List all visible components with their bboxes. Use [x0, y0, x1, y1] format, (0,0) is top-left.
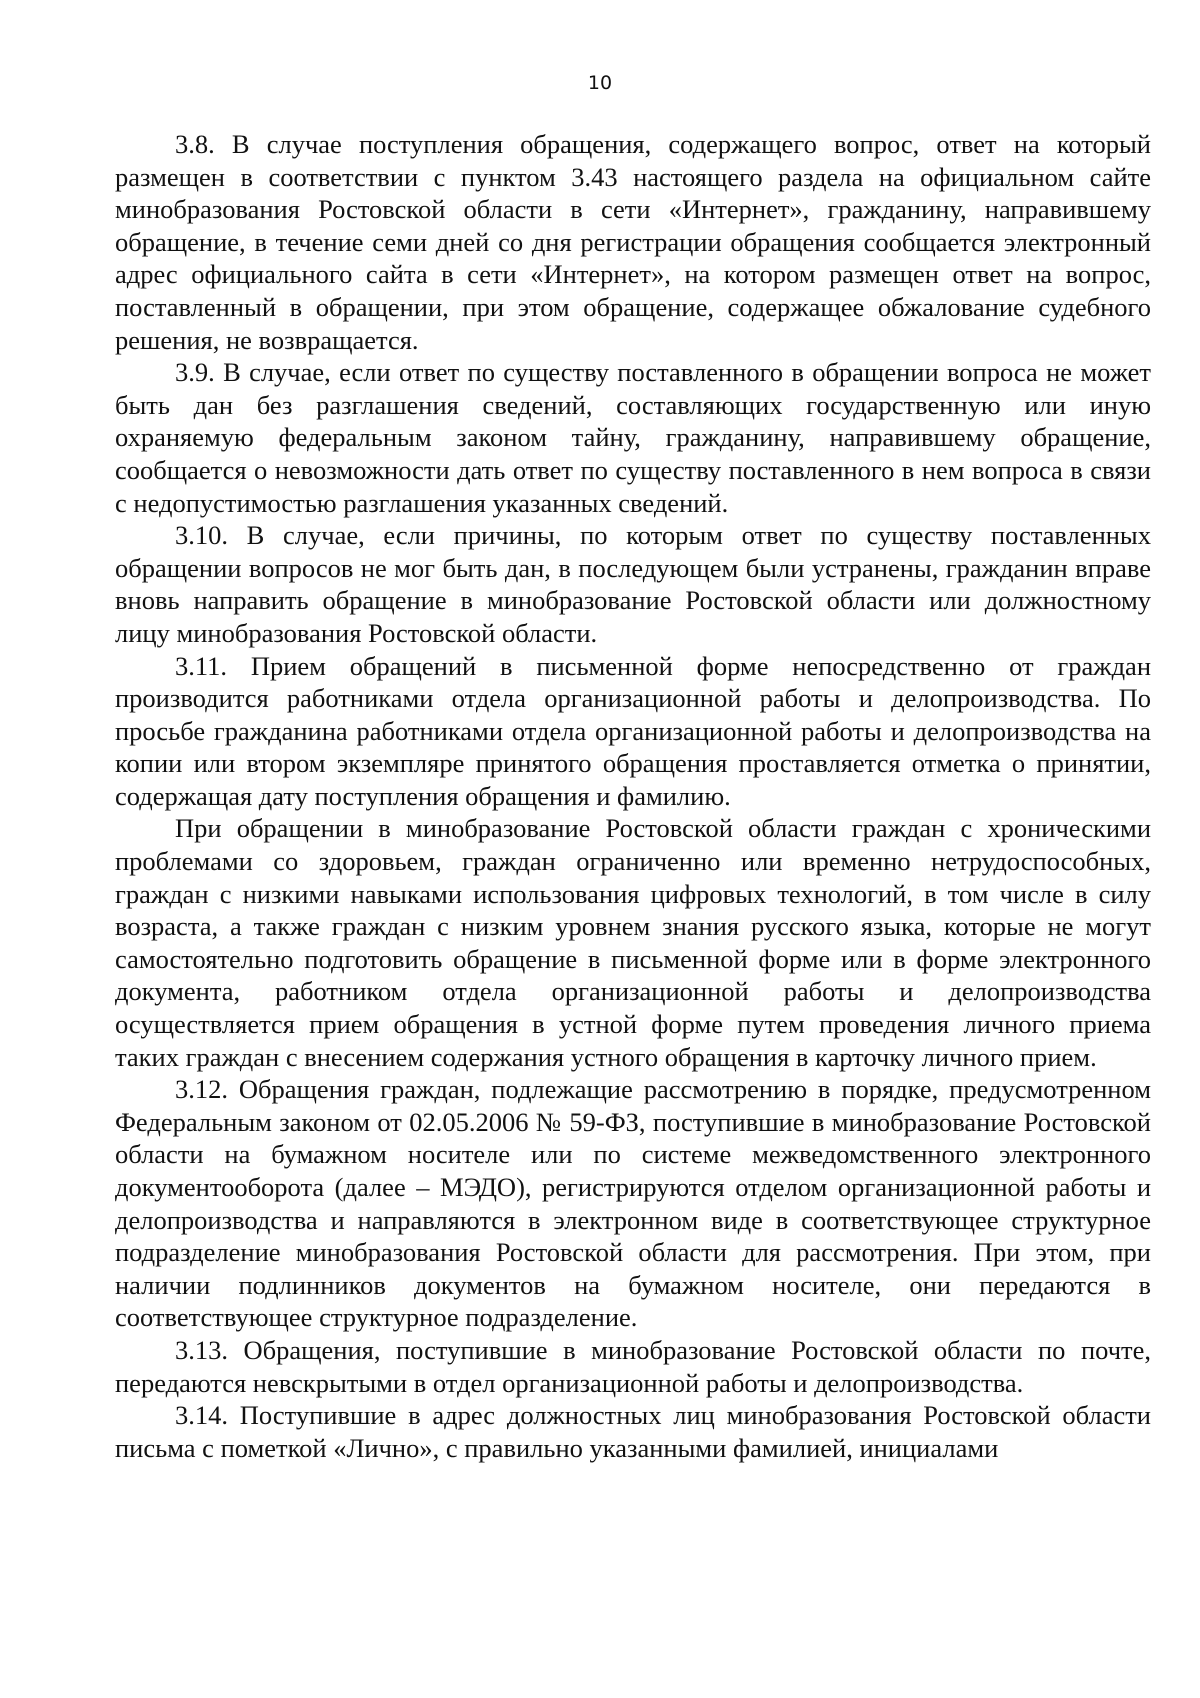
paragraph-3-14: 3.14. Поступившие в адрес должностных лиц минобразования Ростовской области письма с пометкой «Лично», с правильно указанными фамилией, инициалами	[115, 1400, 1151, 1463]
paragraph-3-12: 3.12. Обращения граждан, подлежащие рассмотрению в порядке, предусмотренном Федеральным законом от 02.05.2006 № 59-ФЗ, поступившие в минобразование Ростовской области на бумажном носителе или по системе межведомственного электронного документооборота (далее – МЭДО), регистрируются отделом организационной работы и делопроизводства и направляются в электронном виде в соответствующее структурное подразделение минобразования Ростовской области для рассмотрения. При этом, при наличии подлинников документов на бумажном носителе, они передаются в соответствующее структурное подразделение.	[115, 1074, 1151, 1333]
paragraph-3-9: 3.9. В случае, если ответ по существу поставленного в обращении вопроса не может быть дан без разглашения сведений, составляющих государственную или иную охраняемую федеральным законом тайну, гражданину, направившему обращение, сообщается о невозможности дать ответ по существу поставленного в нем вопроса в связи с недопустимостью разглашения указанных сведений.	[115, 357, 1151, 518]
paragraph-3-13: 3.13. Обращения, поступившие в минобразование Ростовской области по почте, передаются невскрытыми в отдел организационной работы и делопроизводства.	[115, 1334, 1151, 1398]
paragraph-3-8: 3.8. В случае поступления обращения, содержащего вопрос, ответ на который размещен в соответствии с пунктом 3.43 настоящего раздела на официальном сайте минобразования Ростовской области в сети «Интернет», гражданину, направившему обращение, в течение семи дней со дня регистрации обращения сообщается электронный адрес официального сайта в сети «Интернет», на котором размещен ответ на вопрос, поставленный в обращении, при этом обращение, содержащее обжалование судебного решения, не возвращается.	[115, 129, 1151, 355]
paragraph-3-11-continued: При обращении в минобразование Ростовской области граждан с хроническими проблемами со здоровьем, граждан ограниченно или временно нетрудоспособных, граждан с низкими навыками использования цифровых технологий, в том числе в силу возраста, а также граждан с низким уровнем знания русского языка, которые не могут самостоятельно подготовить обращение в письменной форме или в форме электронного документа, работником отдела организационной работы и делопроизводства осуществляется прием обращения в устной форме путем проведения личного приема таких граждан с внесением содержания устного обращения в карточку личного прием.	[115, 813, 1151, 1072]
paragraph-3-10: 3.10. В случае, если причины, по которым ответ по существу поставленных обращении вопросов не мог быть дан, в последующем были устранены, гражданин вправе вновь направить обращение в минобразование Ростовской области или должностному лицу минобразования Ростовской области.	[115, 520, 1151, 648]
page-number: 10	[587, 72, 613, 94]
document-body	[115, 128, 1151, 1464]
paragraph-3-11: 3.11. Прием обращений в письменной форме непосредственно от граждан производится работниками отдела организационной работы и делопроизводства. По просьбе гражданина работниками отдела организационной работы и делопроизводства на копии или втором экземпляре принятого обращения проставляется отметка о принятии, содержащая дату поступления обращения и фамилию.	[115, 650, 1151, 811]
